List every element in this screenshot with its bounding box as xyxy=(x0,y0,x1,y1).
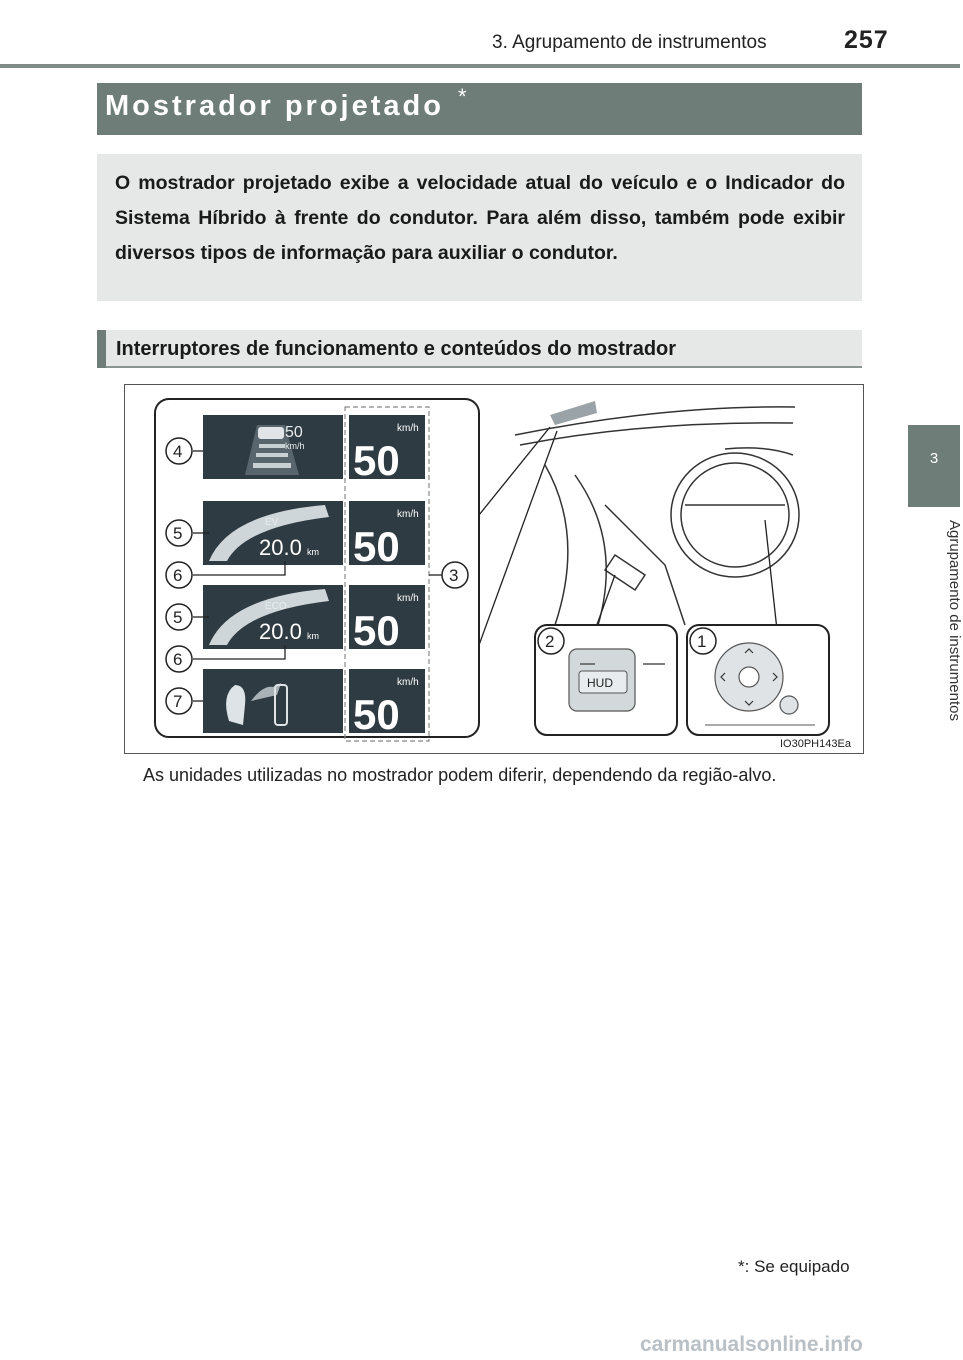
page-number: 257 xyxy=(844,26,889,54)
display-row-pedal-guide xyxy=(203,669,343,733)
eco-label: ECO xyxy=(265,601,287,612)
svg-text:7: 7 xyxy=(173,692,183,711)
callout-2 xyxy=(538,628,564,654)
figure-caption: As unidades utilizadas no mostrador podem diferir, dependendo da região-alvo. xyxy=(143,765,777,785)
svg-text:6: 6 xyxy=(173,650,183,669)
svg-text:50: 50 xyxy=(353,437,400,484)
display-row-ev-indicator xyxy=(203,501,343,565)
svg-text:km/h: km/h xyxy=(397,423,419,434)
subsection-title: Interruptores de funcionamento e conteúdos do mostrador xyxy=(116,338,677,360)
display-row-lane-trace xyxy=(203,415,343,479)
svg-text:50: 50 xyxy=(353,607,400,654)
equipment-asterisk: * xyxy=(458,84,467,109)
side-tab-number: 3 xyxy=(929,450,939,467)
svg-text:km/h: km/h xyxy=(397,593,419,604)
eco-distance-unit: km xyxy=(307,631,319,641)
speed-tile-3 xyxy=(349,585,425,654)
svg-text:1: 1 xyxy=(697,632,707,651)
ev-distance-unit: km xyxy=(307,547,319,557)
section-title: Mostrador projetado xyxy=(105,90,444,122)
speed-limit-value: 50 xyxy=(285,424,303,441)
header-rule xyxy=(0,64,960,68)
svg-text:km/h: km/h xyxy=(397,509,419,520)
svg-text:6: 6 xyxy=(173,566,183,585)
callout-6b xyxy=(166,646,192,672)
callout-6 xyxy=(166,562,192,588)
speed-tile-4 xyxy=(349,669,425,738)
callout-1 xyxy=(690,628,716,654)
svg-text:4: 4 xyxy=(173,442,183,461)
footnote xyxy=(738,1257,850,1277)
footnote-asterisk: * xyxy=(738,1257,745,1276)
callout-5 xyxy=(166,520,192,546)
eco-distance-value: 20.0 xyxy=(259,619,302,644)
figure-code: IO30PH143Ea xyxy=(780,738,851,750)
ev-label: EV xyxy=(265,517,279,528)
speed-tile-1 xyxy=(349,415,425,484)
hud-illustration xyxy=(124,384,864,754)
svg-text:50: 50 xyxy=(353,523,400,570)
svg-text:km/h: km/h xyxy=(397,677,419,688)
display-row-eco-indicator xyxy=(203,585,343,649)
hud-button-label: HUD xyxy=(587,676,613,690)
subsection-marker xyxy=(97,330,106,368)
callout-3 xyxy=(442,562,468,588)
intro-text: O mostrador projetado exibe a velocidade atual do veículo e o Indicador do Sistema Híbrido à frente do condutor. Para além disso, também pode exibir diversos tipos de informação para auxiliar o condutor. xyxy=(115,172,845,264)
svg-text:5: 5 xyxy=(173,524,183,543)
callout-5b xyxy=(166,604,192,630)
footnote-text: : Se equipado xyxy=(744,1257,850,1276)
chapter-title: 3. Agrupamento de instrumentos xyxy=(492,32,767,53)
callout-4 xyxy=(166,438,192,464)
side-tab-label: Agrupamento de instrumentos xyxy=(946,520,963,721)
speed-tile-2 xyxy=(349,501,425,570)
svg-text:3: 3 xyxy=(449,566,459,585)
svg-text:50: 50 xyxy=(353,691,400,738)
svg-text:5: 5 xyxy=(173,608,183,627)
watermark: carmanualsonline.info xyxy=(640,1333,863,1356)
svg-text:2: 2 xyxy=(545,632,555,651)
callout-7 xyxy=(166,688,192,714)
ev-distance-value: 20.0 xyxy=(259,535,302,560)
speed-limit-unit: km/h xyxy=(285,441,305,451)
dashboard-drawing xyxy=(515,407,799,635)
